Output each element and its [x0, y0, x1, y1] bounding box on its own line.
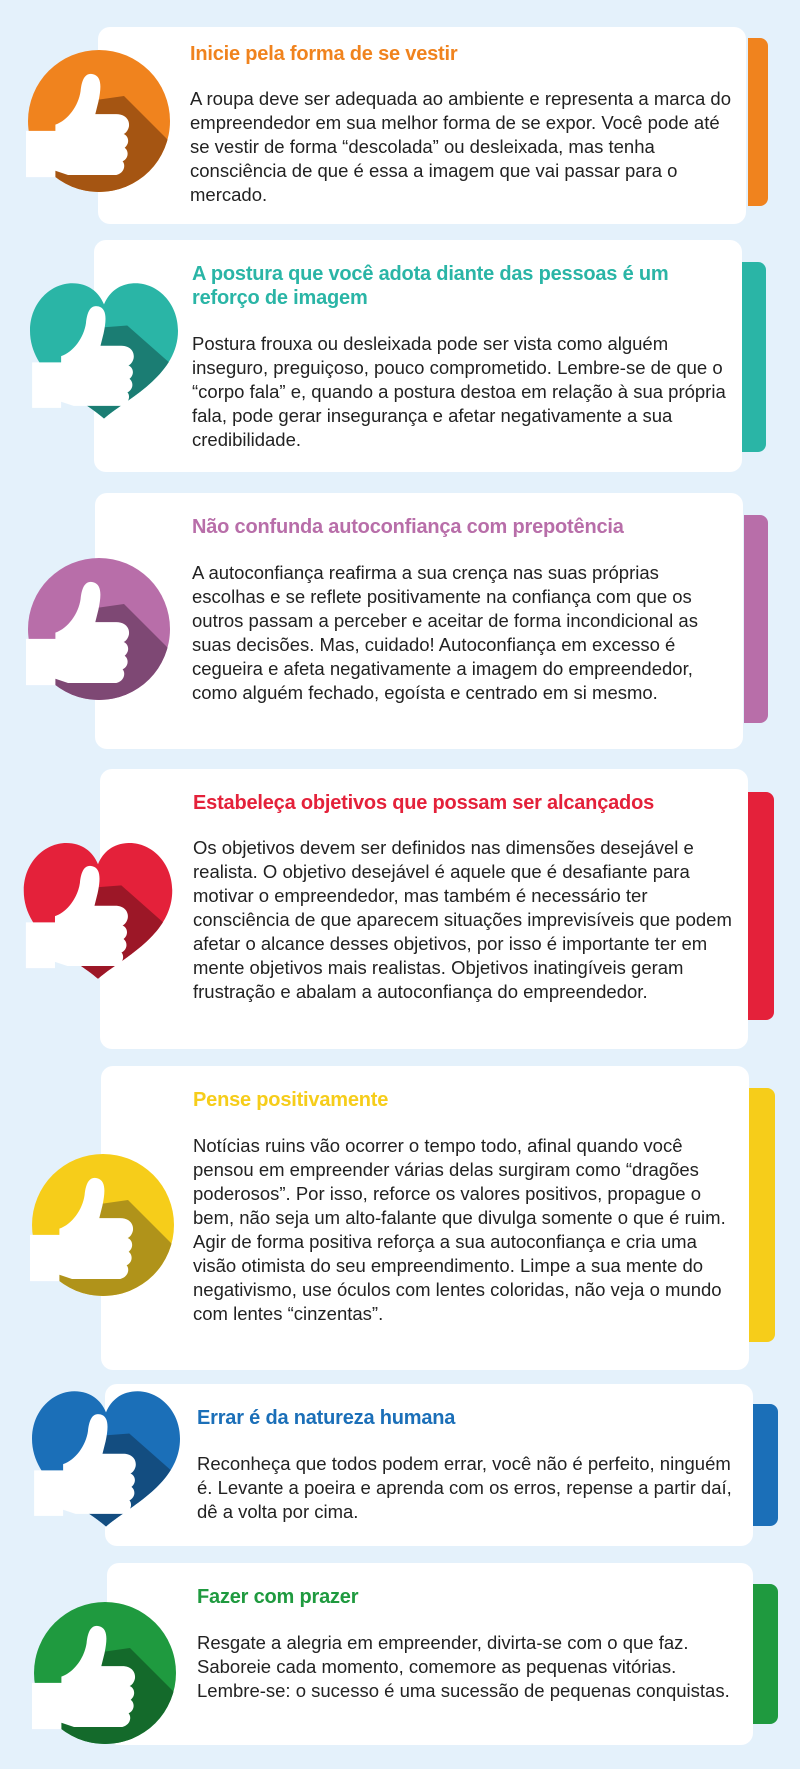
- section-card-1: [98, 27, 746, 224]
- section-tab-5: [745, 1088, 775, 1342]
- section-body-6: Reconheça que todos podem errar, você não é perfeito, ninguém é. Levante a poeira e aprenda com os erros, repense a partir daí, dê a volta por cima.: [197, 1453, 732, 1523]
- thumbs-up-circle-icon: [30, 1152, 176, 1298]
- section-body-7: Resgate a alegria em empreender, divirta-se com o que faz. Saboreie cada momento, comemore as pequenas vitórias. Lembre-se: o sucesso é uma sucessão de pequenas conquistas.: [197, 1632, 730, 1702]
- section-body-3: A autoconfiança reafirma a sua crença nas suas próprias escolhas e se reflete positivamente na confiança com que os outros passam a perceber e aceitar de forma incondicional as suas decisões. Mas, cuidado! Autoconfiança em excesso é cegueira e afeta negativamente a imagem do empreendedor, como alguém fechado, egoísta e centrado em si mesmo.: [192, 562, 698, 704]
- thumbs-up-circle-icon: [32, 1600, 178, 1746]
- section-tab-2: [742, 262, 766, 452]
- section-body-1: A roupa deve ser adequada ao ambiente e representa a marca do empreendedor em sua melhor forma de se expor. Você pode até se vestir de forma “descolada” ou desleixada, mas tenha consciência de que é essa a imagem que vai passar para o mercado.: [190, 88, 731, 206]
- section-body-4: Os objetivos devem ser definidos nas dimensões desejável e realista. O objetivo desejável é aquele que é desafiante para motivar o empreendedor, mas também é necessário ter consciência de que aparecem situações imprevisíveis que podem afetar o alcance desses objetivos, por isso é importante ter em mente objetivos mais realistas. Objetivos inatingíveis geram frustração e abalam a autoconfiança do empreendedor.: [193, 837, 732, 1003]
- section-tab-3: [744, 515, 768, 723]
- section-title-2: A postura que você adota diante das pessoas é um reforço de imagem: [192, 263, 669, 309]
- thumbs-up-circle-icon: [26, 48, 172, 194]
- section-title-7: Fazer com prazer: [197, 1586, 359, 1608]
- section-title-6: Errar é da natureza humana: [197, 1407, 456, 1429]
- section-title-3: Não confunda autoconfiança com prepotência: [192, 516, 624, 538]
- thumbs-up-heart-icon: [32, 1391, 180, 1531]
- section-card-5: [101, 1066, 749, 1370]
- section-card-3: [95, 493, 743, 749]
- thumbs-up-heart-icon: [23, 843, 173, 983]
- section-body-2: Postura frouxa ou desleixada pode ser vista como alguém inseguro, preguiçoso, pouco comprometido. Lembre-se de que o “corpo fala” e, quando a postura destoa em relação à sua própria fala, pode gerar insegurança e afetar negativamente a sua credibilidade.: [192, 333, 726, 451]
- section-body-5: Notícias ruins vão ocorrer o tempo todo, afinal quando você pensou em empreender várias delas surgiram como “dragões poderosos”. Por isso, reforce os valores positivos, propague o bem, não seja um alto-falante que divulga somente o que é ruim. Agir de forma positiva reforça a sua autoconfiança e cria uma visão otimista do seu empreendimento. Limpe a sua mente do negativismo, use óculos com lentes coloridas, não veja o mundo com lentes “cinzentas”.: [193, 1135, 726, 1325]
- section-title-1: Inicie pela forma de se vestir: [190, 43, 458, 65]
- section-tab-1: [748, 38, 768, 206]
- section-card-7: [107, 1563, 753, 1745]
- section-title-5: Pense positivamente: [193, 1089, 389, 1111]
- thumbs-up-heart-icon: [30, 283, 178, 423]
- section-card-4: [100, 769, 748, 1049]
- section-card-2: [94, 240, 742, 472]
- section-card-6: [105, 1384, 753, 1546]
- thumbs-up-circle-icon: [26, 556, 172, 702]
- section-title-4: Estabeleça objetivos que possam ser alcançados: [193, 792, 655, 814]
- section-tab-4: [746, 792, 774, 1020]
